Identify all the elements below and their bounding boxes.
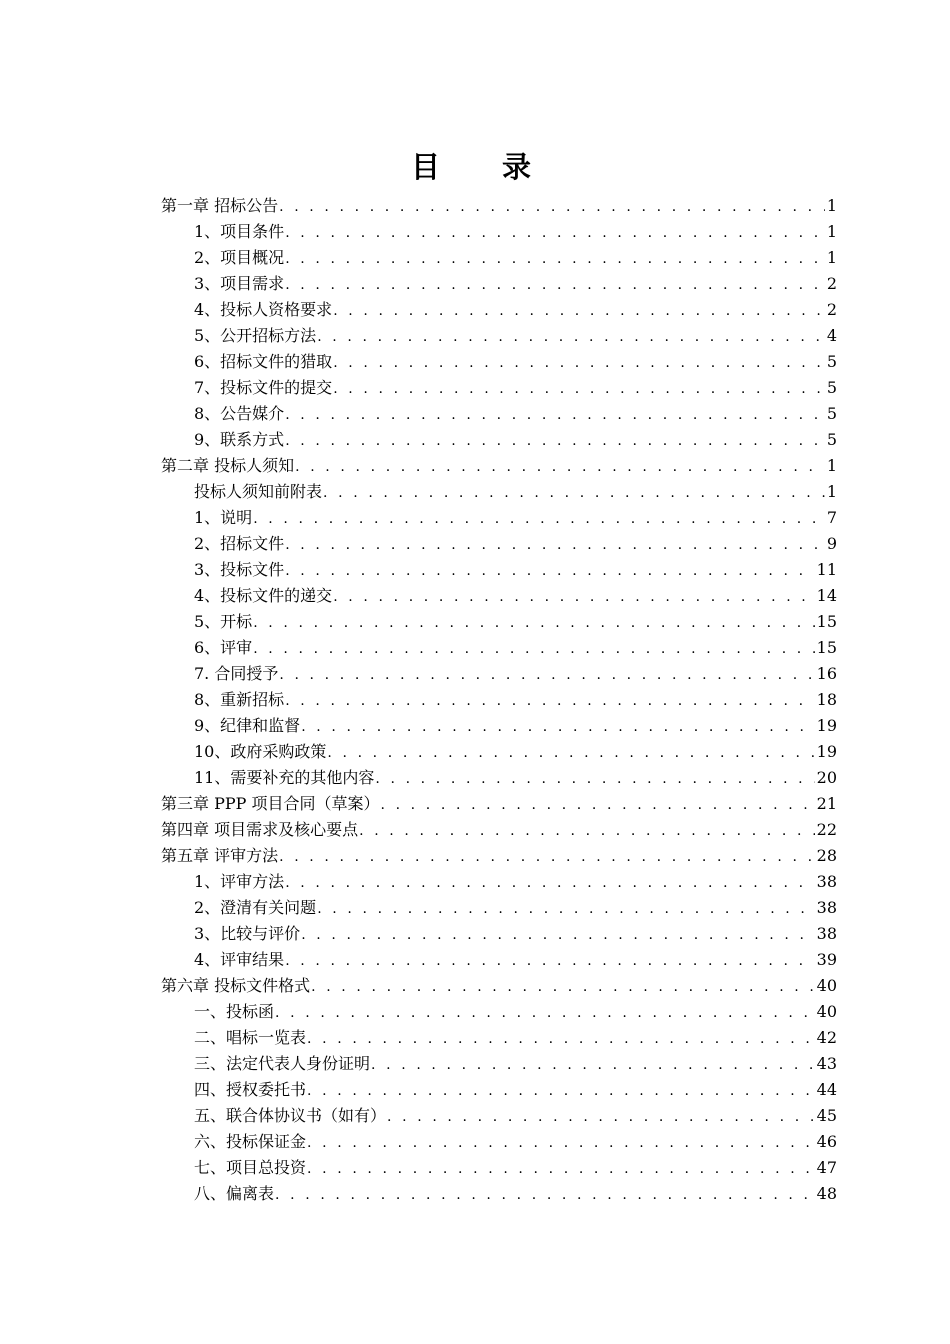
toc-entry-label: 9、联系方式 xyxy=(194,430,285,449)
toc-dot-leader xyxy=(253,636,814,662)
toc-dot-leader xyxy=(295,454,825,480)
toc-entry-page-number: 19 xyxy=(816,742,837,761)
toc-dot-leader xyxy=(285,532,825,558)
toc-entry-page-number: 38 xyxy=(816,898,837,917)
toc-section-entry[interactable] xyxy=(161,557,837,583)
toc-entry-page-number: 1 xyxy=(826,196,837,215)
toc-entry-label: 9、纪律和监督 xyxy=(194,716,301,735)
toc-entry-label: 第五章 评审方法 xyxy=(161,846,279,865)
toc-section-entry[interactable] xyxy=(161,1155,837,1181)
toc-entry-label: 一、投标函 xyxy=(194,1002,275,1021)
toc-entry-label: 五、联合体协议书（如有） xyxy=(194,1106,387,1125)
toc-section-entry[interactable] xyxy=(161,895,837,921)
toc-section-entry[interactable] xyxy=(161,999,837,1025)
toc-dot-leader xyxy=(333,376,825,402)
toc-entry-page-number: 21 xyxy=(816,794,837,813)
toc-dot-leader xyxy=(253,610,814,636)
toc-entry-page-number: 2 xyxy=(826,274,837,293)
toc-entry-label: 8、公告媒介 xyxy=(194,404,285,423)
toc-dot-leader xyxy=(285,428,825,454)
toc-dot-leader xyxy=(301,714,814,740)
toc-section-entry[interactable] xyxy=(161,1129,837,1155)
toc-entry-page-number: 46 xyxy=(816,1132,837,1151)
toc-section-entry[interactable] xyxy=(161,1181,837,1207)
toc-entry-page-number: 1 xyxy=(826,222,837,241)
toc-dot-leader xyxy=(285,870,814,896)
toc-entry-label: 1、评审方法 xyxy=(194,872,285,891)
toc-section-entry[interactable] xyxy=(161,713,837,739)
toc-entry-label: 4、投标人资格要求 xyxy=(194,300,333,319)
toc-dot-leader xyxy=(253,506,825,532)
toc-chapter-entry[interactable] xyxy=(161,453,837,479)
toc-entry-label: 四、授权委托书 xyxy=(194,1080,307,1099)
toc-entry-page-number: 7 xyxy=(826,508,837,527)
toc-entry-page-number: 18 xyxy=(816,690,837,709)
toc-dot-leader xyxy=(307,1026,815,1052)
toc-entry-page-number: 47 xyxy=(816,1158,837,1177)
toc-entry-page-number: 2 xyxy=(826,300,837,319)
toc-dot-leader xyxy=(285,402,825,428)
toc-entry-page-number: 44 xyxy=(816,1080,837,1099)
toc-dot-leader xyxy=(301,922,814,948)
toc-entry-label: 7、投标文件的提交 xyxy=(194,378,333,397)
toc-section-entry[interactable] xyxy=(161,427,837,453)
toc-section-entry[interactable] xyxy=(161,1025,837,1051)
toc-dot-leader xyxy=(317,896,814,922)
toc-entry-label: 7. 合同授予 xyxy=(194,664,279,683)
toc-dot-leader xyxy=(359,818,815,844)
toc-section-entry[interactable] xyxy=(161,505,837,531)
toc-entry-label: 3、比较与评价 xyxy=(194,924,301,943)
toc-entry-label: 1、说明 xyxy=(194,508,253,527)
toc-section-entry[interactable] xyxy=(161,661,837,687)
toc-entry-label: 八、偏离表 xyxy=(194,1184,275,1203)
toc-dot-leader xyxy=(323,480,825,506)
toc-dot-leader xyxy=(275,1000,815,1026)
toc-entry-page-number: 38 xyxy=(816,872,837,891)
toc-entry-label: 5、公开招标方法 xyxy=(194,326,317,345)
toc-entry-label: 1、项目条件 xyxy=(194,222,285,241)
toc-entry-label: 5、开标 xyxy=(194,612,253,631)
toc-dot-leader xyxy=(375,766,814,792)
toc-section-entry[interactable] xyxy=(161,531,837,557)
toc-dot-leader xyxy=(327,740,814,766)
toc-dot-leader xyxy=(387,1104,815,1130)
toc-section-entry[interactable] xyxy=(161,921,837,947)
toc-entry-page-number: 20 xyxy=(816,768,837,787)
toc-dot-leader xyxy=(275,1182,815,1208)
toc-dot-leader xyxy=(285,948,814,974)
toc-entry-label: 11、需要补充的其他内容 xyxy=(194,768,375,787)
toc-entry-page-number: 1 xyxy=(826,482,837,501)
toc-dot-leader xyxy=(279,844,815,870)
toc-entry-label: 6、评审 xyxy=(194,638,253,657)
toc-section-entry[interactable] xyxy=(161,869,837,895)
toc-entry-label: 8、重新招标 xyxy=(194,690,285,709)
toc-entry-label: 4、评审结果 xyxy=(194,950,285,969)
toc-entry-page-number: 42 xyxy=(816,1028,837,1047)
toc-list xyxy=(161,193,837,1207)
toc-entry-page-number: 15 xyxy=(816,638,837,657)
toc-section-entry[interactable] xyxy=(161,765,837,791)
toc-entry-page-number: 4 xyxy=(826,326,837,345)
toc-entry-label: 第二章 投标人须知 xyxy=(161,456,295,475)
toc-entry-label: 10、政府采购政策 xyxy=(194,742,327,761)
toc-entry-page-number: 48 xyxy=(816,1184,837,1203)
toc-section-entry[interactable] xyxy=(161,1103,837,1129)
toc-entry-page-number: 1 xyxy=(826,248,837,267)
toc-chapter-entry[interactable] xyxy=(161,193,837,219)
toc-section-entry[interactable] xyxy=(161,479,837,505)
toc-entry-page-number: 5 xyxy=(826,352,837,371)
toc-entry-label: 投标人须知前附表 xyxy=(194,482,323,501)
toc-entry-label: 六、投标保证金 xyxy=(194,1132,307,1151)
toc-entry-label: 2、项目概况 xyxy=(194,248,285,267)
toc-entry-page-number: 16 xyxy=(816,664,837,683)
toc-entry-page-number: 38 xyxy=(816,924,837,943)
toc-entry-page-number: 5 xyxy=(826,404,837,423)
toc-entry-page-number: 28 xyxy=(816,846,837,865)
toc-entry-label: 七、项目总投资 xyxy=(194,1158,307,1177)
toc-entry-label: 4、投标文件的递交 xyxy=(194,586,333,605)
toc-entry-label: 2、招标文件 xyxy=(194,534,285,553)
toc-dot-leader xyxy=(285,688,814,714)
toc-entry-page-number: 5 xyxy=(826,430,837,449)
toc-dot-leader xyxy=(279,194,825,220)
toc-entry-page-number: 19 xyxy=(816,716,837,735)
toc-dot-leader xyxy=(285,558,814,584)
toc-entry-label: 3、项目需求 xyxy=(194,274,285,293)
toc-entry-label: 二、唱标一览表 xyxy=(194,1028,307,1047)
toc-section-entry[interactable] xyxy=(161,583,837,609)
toc-entry-label: 2、澄清有关问题 xyxy=(194,898,317,917)
toc-section-entry[interactable] xyxy=(161,401,837,427)
toc-entry-page-number: 11 xyxy=(816,560,837,579)
toc-entry-page-number: 1 xyxy=(826,456,837,475)
toc-section-entry[interactable] xyxy=(161,219,837,245)
toc-section-entry[interactable] xyxy=(161,635,837,661)
toc-entry-page-number: 15 xyxy=(816,612,837,631)
toc-section-entry[interactable] xyxy=(161,349,837,375)
toc-dot-leader xyxy=(333,298,825,324)
toc-entry-label: 第六章 投标文件格式 xyxy=(161,976,311,995)
toc-entry-label: 3、投标文件 xyxy=(194,560,285,579)
toc-section-entry[interactable] xyxy=(161,375,837,401)
toc-dot-leader xyxy=(333,584,814,610)
toc-dot-leader xyxy=(279,662,814,688)
toc-section-entry[interactable] xyxy=(161,739,837,765)
toc-entry-label: 第四章 项目需求及核心要点 xyxy=(161,820,359,839)
toc-dot-leader xyxy=(311,974,815,1000)
toc-dot-leader xyxy=(317,324,825,350)
toc-entry-page-number: 39 xyxy=(816,950,837,969)
toc-entry-page-number: 40 xyxy=(816,976,837,995)
toc-dot-leader xyxy=(371,1052,815,1078)
toc-entry-label: 第三章 PPP 项目合同（草案） xyxy=(161,794,380,813)
toc-entry-label: 三、法定代表人身份证明 xyxy=(194,1054,371,1073)
toc-section-entry[interactable] xyxy=(161,947,837,973)
toc-entry-page-number: 22 xyxy=(816,820,837,839)
toc-section-entry[interactable] xyxy=(161,323,837,349)
toc-entry-label: 6、招标文件的猎取 xyxy=(194,352,333,371)
toc-section-entry[interactable] xyxy=(161,1077,837,1103)
toc-section-entry[interactable] xyxy=(161,609,837,635)
toc-entry-label: 第一章 招标公告 xyxy=(161,196,279,215)
toc-entry-page-number: 5 xyxy=(826,378,837,397)
toc-chapter-entry[interactable] xyxy=(161,791,837,817)
toc-dot-leader xyxy=(285,220,825,246)
toc-dot-leader xyxy=(333,350,825,376)
toc-dot-leader xyxy=(307,1130,815,1156)
toc-chapter-entry[interactable] xyxy=(161,973,837,999)
toc-title: 目 录 xyxy=(410,150,558,184)
toc-section-entry[interactable] xyxy=(161,687,837,713)
toc-dot-leader xyxy=(307,1078,815,1104)
toc-section-entry[interactable] xyxy=(161,271,837,297)
toc-chapter-entry[interactable] xyxy=(161,817,837,843)
toc-entry-page-number: 9 xyxy=(826,534,837,553)
toc-entry-page-number: 14 xyxy=(816,586,837,605)
toc-section-entry[interactable] xyxy=(161,1051,837,1077)
toc-dot-leader xyxy=(380,792,814,818)
toc-entry-page-number: 45 xyxy=(816,1106,837,1125)
toc-dot-leader xyxy=(307,1156,815,1182)
toc-entry-page-number: 40 xyxy=(816,1002,837,1021)
toc-section-entry[interactable] xyxy=(161,297,837,323)
toc-entry-page-number: 43 xyxy=(816,1054,837,1073)
toc-dot-leader xyxy=(285,246,825,272)
toc-chapter-entry[interactable] xyxy=(161,843,837,869)
toc-section-entry[interactable] xyxy=(161,245,837,271)
toc-dot-leader xyxy=(285,272,825,298)
